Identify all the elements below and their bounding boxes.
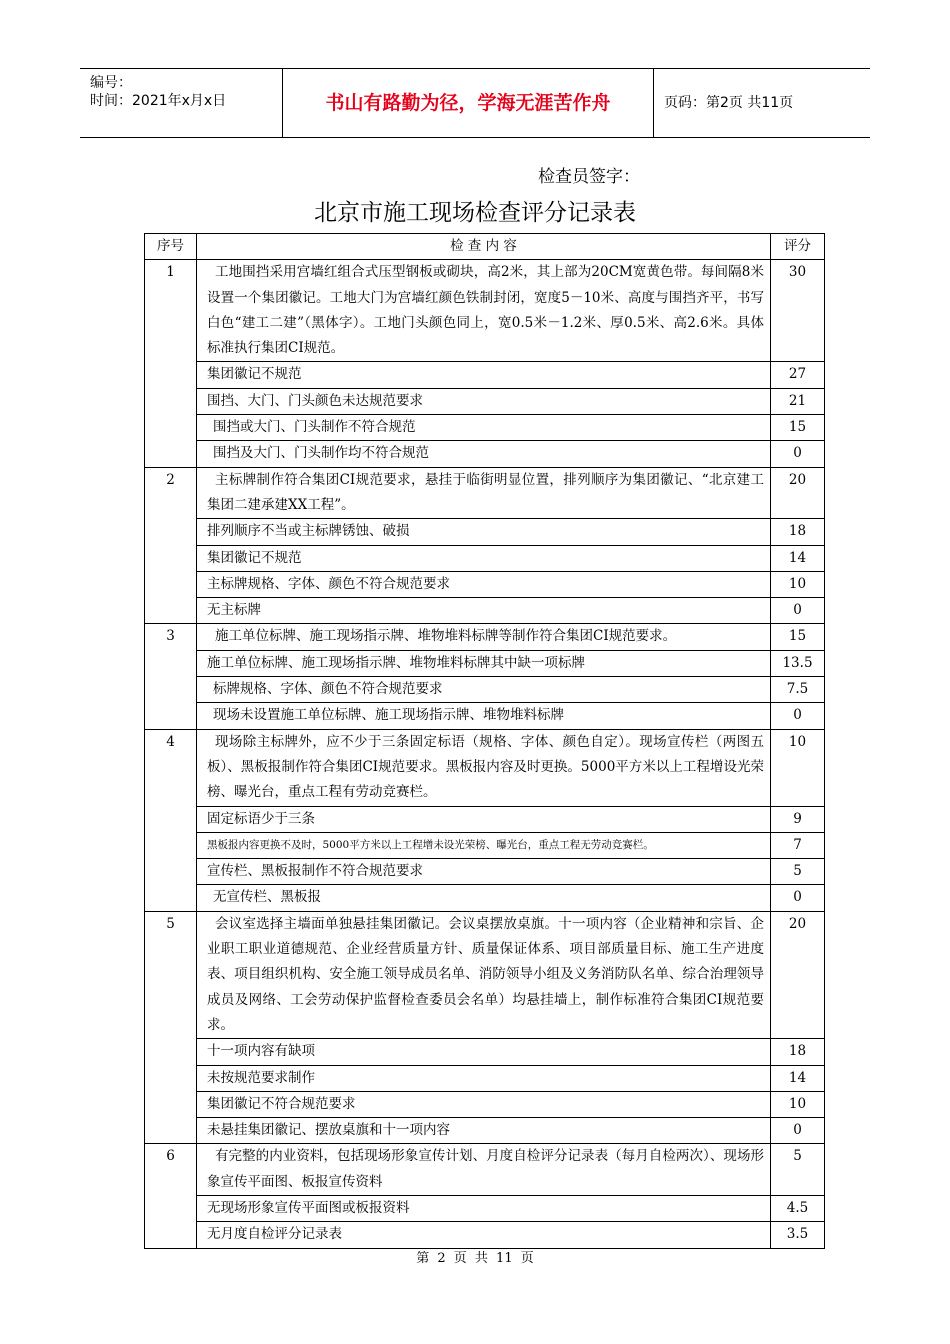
page-title: 北京市施工现场检查评分记录表 (314, 200, 636, 226)
deduction-score: 0 (771, 598, 825, 624)
section-description-cell (197, 624, 771, 650)
deduction-score: 7 (771, 832, 825, 858)
deduction-row (145, 362, 825, 388)
section-score: 30 (771, 260, 825, 362)
deduction-row (145, 519, 825, 545)
deduction-criterion: 集团徽记不规范 (197, 362, 771, 388)
deduction-score: 18 (771, 1039, 825, 1065)
section-description-cell (197, 729, 771, 806)
deduction-score: 9 (771, 806, 825, 832)
deduction-score: 0 (771, 703, 825, 729)
section-row (145, 1144, 825, 1196)
deduction-score: 3.5 (771, 1222, 825, 1248)
deduction-row (145, 1065, 825, 1091)
section-number: 3 (145, 624, 197, 729)
deduction-criterion: 现场未设置施工单位标牌、施工现场指示牌、堆物堆料标牌 (197, 703, 771, 729)
deduction-score: 21 (771, 388, 825, 414)
deduction-score: 27 (771, 362, 825, 388)
deduction-score: 10 (771, 1091, 825, 1117)
section-number: 6 (145, 1144, 197, 1248)
deduction-criterion: 十一项内容有缺项 (197, 1039, 771, 1065)
deduction-score: 15 (771, 415, 825, 441)
section-description-cell (197, 1144, 771, 1196)
deduction-score: 14 (771, 1065, 825, 1091)
deduction-row (145, 415, 825, 441)
deduction-row (145, 598, 825, 624)
section-score: 5 (771, 1144, 825, 1196)
section-number: 2 (145, 467, 197, 624)
deduction-score: 5 (771, 859, 825, 885)
deduction-row (145, 545, 825, 571)
deduction-score: 13.5 (771, 650, 825, 676)
page-footer: 第 2 页 共 11 页 (416, 1251, 534, 1266)
section-score: 10 (771, 729, 825, 806)
section-row (145, 624, 825, 650)
deduction-criterion: 围挡或大门、门头制作不符合规范 (197, 415, 771, 441)
deduction-score: 0 (771, 1118, 825, 1144)
deduction-criterion: 主标牌规格、字体、颜色不符合规范要求 (197, 571, 771, 597)
deduction-criterion: 围挡、大门、门头颜色未达规范要求 (197, 388, 771, 414)
deduction-criterion: 未悬挂集团徽记、摆放桌旗和十一项内容 (197, 1118, 771, 1144)
deduction-score: 0 (771, 885, 825, 911)
deduction-criterion: 围挡及大门、门头制作均不符合规范 (197, 441, 771, 467)
section-description: 有完整的内业资料，包括现场形象宣传计划、月度自检评分记录表（每月自检两次）、现场形象宣传平面图、板报宣传资料 (207, 1148, 764, 1190)
document-time-label: 时间：2021年x月x日 (90, 93, 227, 109)
deduction-criterion: 标牌规格、字体、颜色不符合规范要求 (197, 677, 771, 703)
table-body (145, 260, 825, 1248)
deduction-row (145, 1091, 825, 1117)
section-description: 会议室选择主墙面单独悬挂集团徽记。会议桌摆放桌旗。十一项内容（企业精神和宗旨、企业职工职业道德规范、企业经营质量方针、质量保证体系、项目部质量目标、施工生产进度表、项目组织机构、安全施工领导成员名单、消防领导小组及义务消防队名单、综合治理领导成员及网络、工会劳动保护监督检查委员会名单）均悬挂墙上，制作标准符合集团CI规范要求。 (207, 915, 764, 1033)
deduction-row (145, 1222, 825, 1248)
section-description: 现场除主标牌外，应不少于三条固定标语（规格、字体、颜色自定）。现场宣传栏（两图五板）、黑板报制作符合集团CI规范要求。黑板报内容及时更换。5000平方米以上工程增设光荣榜、曝光台，重点工程有劳动竞赛栏。 (207, 733, 764, 801)
inspection-score-table (144, 233, 825, 1249)
deduction-criterion: 黑板报内容更换不及时，5000平方米以上工程增未设光荣榜、曝光台，重点工程无劳动竞赛栏。 (197, 832, 771, 858)
deduction-row (145, 388, 825, 414)
section-row (145, 911, 825, 1038)
section-row (145, 729, 825, 806)
section-description: 主标牌制作符合集团CI规范要求，悬挂于临街明显位置，排列顺序为集团徽记、“北京建工集团二建承建XX工程”。 (207, 471, 764, 513)
header-motto: 书山有路勤为径，学海无涯苦作舟 (283, 69, 654, 137)
section-description-cell (197, 467, 771, 519)
deduction-score: 4.5 (771, 1195, 825, 1221)
section-number: 5 (145, 911, 197, 1144)
section-description: 施工单位标牌、施工现场指示牌、堆物堆料标牌等制作符合集团CI规范要求。 (215, 628, 677, 645)
section-score: 20 (771, 467, 825, 519)
section-description-cell (197, 911, 771, 1038)
deduction-criterion: 排列顺序不当或主标牌锈蚀、破损 (197, 519, 771, 545)
section-score: 15 (771, 624, 825, 650)
deduction-score: 10 (771, 571, 825, 597)
deduction-row (145, 1118, 825, 1144)
page-header (80, 68, 870, 138)
deduction-row (145, 677, 825, 703)
inspector-signature-label: 检查员签字： (538, 167, 640, 187)
section-description-cell (197, 260, 771, 362)
deduction-row (145, 1195, 825, 1221)
deduction-criterion: 无主标牌 (197, 598, 771, 624)
deduction-row (145, 832, 825, 858)
deduction-score: 0 (771, 441, 825, 467)
document-number-label: 编号： (90, 75, 132, 91)
deduction-criterion: 未按规范要求制作 (197, 1065, 771, 1091)
header-page-number: 页码：第2页 共11页 (664, 95, 794, 111)
deduction-row (145, 703, 825, 729)
section-number: 4 (145, 729, 197, 911)
deduction-criterion: 集团徽记不符合规范要求 (197, 1091, 771, 1117)
deduction-score: 7.5 (771, 677, 825, 703)
deduction-criterion: 宣传栏、黑板报制作不符合规范要求 (197, 859, 771, 885)
header-info-cell (80, 69, 283, 137)
deduction-row (145, 806, 825, 832)
deduction-score: 18 (771, 519, 825, 545)
deduction-criterion: 集团徽记不规范 (197, 545, 771, 571)
deduction-row (145, 571, 825, 597)
column-header-no: 序号 (145, 234, 197, 260)
section-row (145, 260, 825, 362)
deduction-row (145, 441, 825, 467)
deduction-criterion: 无现场形象宣传平面图或板报资料 (197, 1195, 771, 1221)
column-header-score: 评分 (771, 234, 825, 260)
deduction-criterion: 固定标语少于三条 (197, 806, 771, 832)
deduction-criterion: 施工单位标牌、施工现场指示牌、堆物堆料标牌其中缺一项标牌 (197, 650, 771, 676)
deduction-row (145, 885, 825, 911)
deduction-row (145, 859, 825, 885)
deduction-criterion: 无月度自检评分记录表 (197, 1222, 771, 1248)
column-header-content: 检 查 内 容 (197, 234, 771, 260)
section-number: 1 (145, 260, 197, 467)
deduction-score: 14 (771, 545, 825, 571)
deduction-row (145, 650, 825, 676)
deduction-criterion: 无宣传栏、黑板报 (197, 885, 771, 911)
section-description: 工地围挡采用宫墙红组合式压型钢板或砌块，高2米，其上部为20CM宽黄色带。每间隔8米设置一个集团徽记。工地大门为宫墙红颜色铁制封闭，宽度5－10米、高度与围挡齐平，书写白色“建工二建”（黑体字）。工地门头颜色同上，宽0.5米－1.2米、厚0.5米、高2.6米。具体标准执行集团CI规范。 (207, 264, 764, 357)
section-score: 20 (771, 911, 825, 1038)
deduction-row (145, 1039, 825, 1065)
table-header-row (145, 234, 825, 260)
section-row (145, 467, 825, 519)
